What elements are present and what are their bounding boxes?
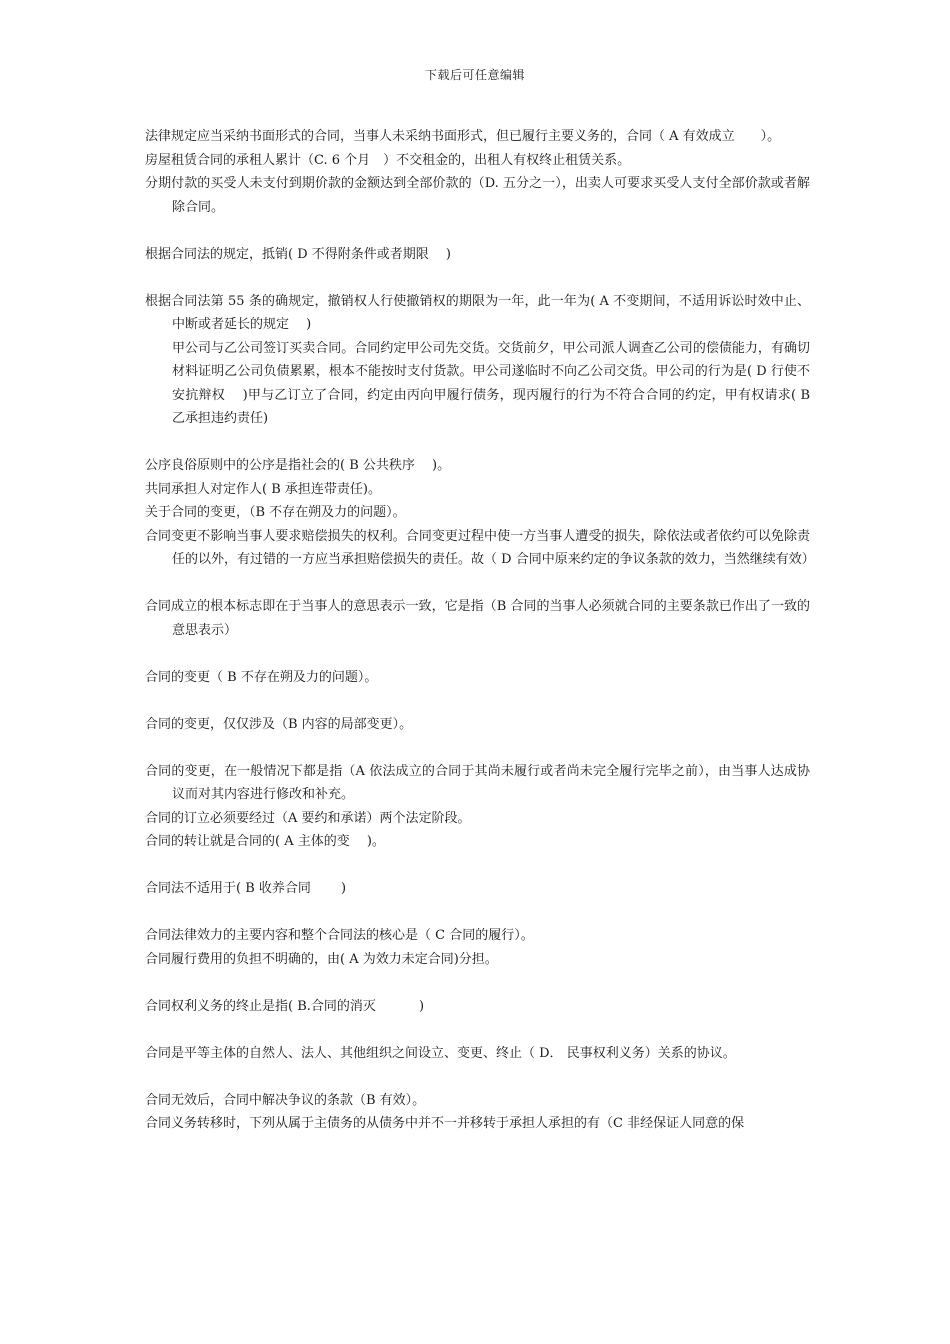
paragraph-spacer: [145, 266, 810, 290]
question-paragraph: 合同履行费用的负担不明确的，由( A 为效力未定合同)分担。: [145, 951, 498, 967]
question-paragraph: 分期付款的买受人未支付到期价款的金额达到全部价款的（D. 五分之一），出卖人可要求买受人支付全部价款或者解除合同。: [145, 176, 810, 215]
question-paragraph: 合同的订立必须要经过（A 要约和承诺）两个法定阶段。: [145, 810, 471, 826]
question-paragraph: 合同的转让就是合同的( A 主体的变 )。: [145, 834, 385, 849]
question-paragraph: 共同承担人对定作人( B 承担连带责任)。: [145, 481, 381, 497]
paragraph-spacer: [145, 572, 810, 596]
question-paragraph: 合同义务转移时，下列从属于主债务的从债务中并不一并移转于承担人承担的有（C 非经保证人同意的保: [145, 1116, 745, 1131]
question-paragraph: 法律规定应当采纳书面形式的合同，当事人未采纳书面形式，但已履行主要义务的，合同（ A 有效成立 ）。: [145, 129, 781, 144]
document-body: [145, 125, 815, 1136]
question-paragraph: 合同权利义务的终止是指( B.合同的消灭 ): [145, 998, 425, 1014]
paragraph-spacer: [145, 1018, 810, 1042]
question-paragraph: 合同法不适用于( B 收养合同 ): [145, 881, 347, 896]
paragraph-spacer: [145, 642, 810, 666]
question-paragraph: 合同的变更，仅仅涉及（B 内容的局部变更）。: [145, 716, 413, 732]
question-paragraph: 公序良俗原则中的公序是指社会的( B 公共秩序 )。: [145, 458, 451, 473]
question-paragraph: 根据合同法第 55 条的确规定，撤销权人行使撤销权的期限为一年，此一年为( A 不变期间，不适用诉讼时效中止、中断或者延长的规定 ): [145, 293, 810, 332]
question-paragraph: 关于合同的变更，（B 不存在朔及力的问题）。: [145, 505, 406, 520]
question-paragraph: 合同变更不影响当事人要求赔偿损失的权利。合同变更过程中使一方当事人遭受的损失，除依法或者依约可以免除责任的以外，有过错的一方应当承担赔偿损失的责任。故（ D 合同中原来约定的争议条款的效力，当然继续有效）: [145, 528, 815, 567]
paragraph-spacer: [145, 689, 810, 713]
question-paragraph: 合同无效后，合同中解决争议的条款（B 有效）。: [145, 1092, 426, 1108]
paragraph-spacer: [145, 219, 810, 243]
question-paragraph: 合同是平等主体的自然人、法人、其他组织之间设立、变更、终止（ D． 民事权利义务）关系的协议。: [145, 1045, 736, 1061]
paragraph-spacer: [145, 1065, 810, 1089]
question-paragraph: 根据合同法的规定，抵销( D 不得附条件或者期限 ): [145, 246, 451, 262]
question-paragraph: 合同成立的根本标志即在于当事人的意思表示一致，它是指（B 合同的当事人必须就合同的主要条款已作出了一致的意思表示）: [145, 599, 810, 638]
paragraph-spacer: [145, 431, 810, 455]
question-paragraph: 房屋租赁合同的承租人累计（C. 6 个月 ）不交租金的，出租人有权终止租赁关系。: [145, 152, 631, 168]
question-paragraph: 合同法律效力的主要内容和整个合同法的核心是（ C 合同的履行）。: [145, 928, 534, 943]
paragraph-spacer: [145, 854, 810, 878]
paragraph-spacer: [145, 971, 810, 995]
question-paragraph: 甲公司与乙公司签订买卖合同。合同约定甲公司先交货。交货前夕，甲公司派人调查乙公司的偿债能力，有确切材料证明乙公司负债累累，根本不能按时支付货款。甲公司遂临时不向乙公司交货。甲公司的行为是( D 行使不安抗辩权 )甲与乙订立了合同，约定由丙向甲履行债务，现丙履行的行为不符合合同的约定，甲有权请求( B 乙承担违约责任): [172, 340, 810, 426]
paragraph-spacer: [145, 736, 810, 760]
question-paragraph: 合同的变更，在一般情况下都是指（A 依法成立的合同于其尚未履行或者尚未完全履行完毕之前），由当事人达成协议而对其内容进行修改和补充。: [145, 763, 810, 802]
page-header: 下载后可任意编辑: [424, 68, 525, 82]
paragraph-spacer: [145, 901, 810, 925]
question-paragraph: 合同的变更（ B 不存在朔及力的问题）。: [145, 669, 378, 685]
